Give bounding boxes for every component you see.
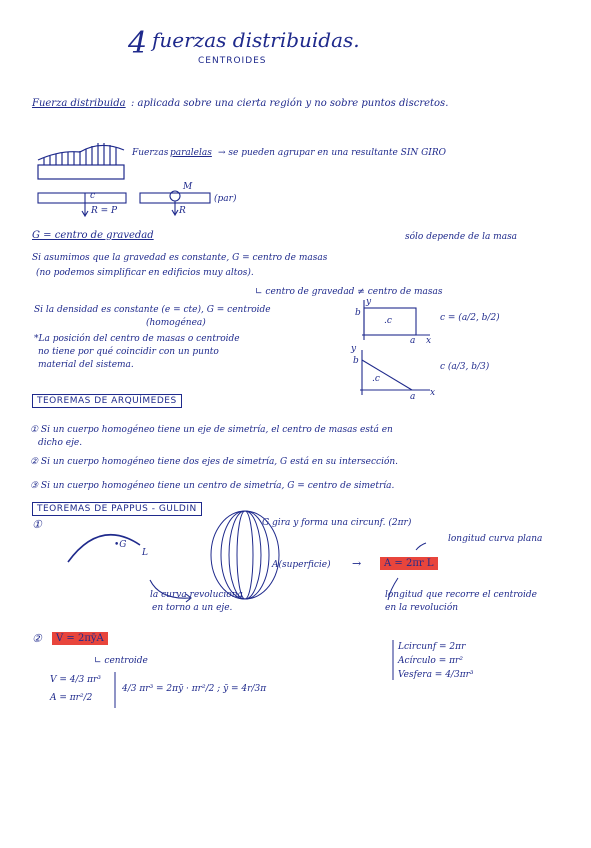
tri-x: x xyxy=(430,388,436,398)
arquimedes-title: TEOREMAS DE ARQUÍMEDES xyxy=(32,394,182,408)
pos-line3: material del sistema. xyxy=(38,360,134,370)
pappus-formula1: A = 2πr L xyxy=(380,557,438,570)
pappus-formula2: V = 2πȳA xyxy=(52,632,108,645)
diag-m-label: M xyxy=(183,182,193,192)
arq-t1a: ① Si un cuerpo homogéneo tiene un eje de simetría, el centro de masas está en xyxy=(30,425,393,435)
rect-b: b xyxy=(355,308,361,318)
pappus-long1: longitud que recorre el centroide xyxy=(385,590,537,600)
pos-line1: *La posición del centro de masas o centroide xyxy=(34,334,240,344)
rect-x: x xyxy=(426,336,432,346)
paralelas-term: paralelas xyxy=(170,148,212,158)
pappus-title: TEOREMAS DE PAPPUS - GULDIN xyxy=(32,502,202,516)
paralelas-text: → se pueden agrupar en una resultante SIN GIRO xyxy=(218,148,447,158)
centro-line1: Si asumimos que la gravedad es constante, G = centro de masas xyxy=(32,253,328,263)
pappus-arrow: → xyxy=(352,557,362,570)
g-definition: G = centro de gravedad xyxy=(32,230,154,241)
pos-line2: no tiene por qué coincidir con un punto xyxy=(38,347,219,357)
pappus-g-gira: G gira y forma una circunf. (2πr) xyxy=(262,518,412,528)
rect-a: a xyxy=(410,336,416,346)
rect-c: .c xyxy=(384,316,392,326)
triangle-centroid-sketch xyxy=(360,350,430,395)
l-circunf: Lcircunf = 2πr xyxy=(398,642,466,652)
diag-r-label: R xyxy=(179,206,186,216)
diag-r-eq: R = P xyxy=(91,206,118,216)
def-term: Fuerza distribuida xyxy=(32,98,126,109)
pappus-long2: en la revolución xyxy=(385,603,459,613)
chapter-number: 4 xyxy=(128,26,148,61)
a-circulo: Acírculo = πr² xyxy=(398,656,463,666)
def-text: : aplicada sobre una cierta región y no sobre puntos discretos. xyxy=(131,98,449,109)
arq-t3: ③ Si un cuerpo homogéneo tiene un centro de simetría, G = centro de simetría. xyxy=(30,481,395,491)
tri-a: a xyxy=(410,392,416,402)
rectangle-centroid-sketch xyxy=(362,300,430,340)
tri-formula: c (a/3, b/3) xyxy=(440,362,490,372)
page-subtitle: CENTROIDES xyxy=(198,56,267,66)
distributed-load-sketch xyxy=(38,143,124,179)
page-title: fuerzas distribuidas. xyxy=(152,28,360,52)
pappus-long-curva: longitud curva plana xyxy=(448,534,543,544)
paralelas-label: Fuerzas xyxy=(132,148,169,158)
pappus-area-sup: A(superficie) xyxy=(272,560,331,570)
pappus-curva2: en torno a un eje. xyxy=(152,603,233,613)
pappus-l: L xyxy=(142,548,148,558)
diag-c-label: c xyxy=(90,191,96,201)
arq-t1b: dicho eje. xyxy=(38,438,83,448)
pappus-curva1: la curva revoluciona xyxy=(150,590,243,600)
a-equation: A = πr²/2 xyxy=(50,693,93,703)
dens-line1: Si la densidad es constante (e = cte), G = centroide xyxy=(34,305,271,315)
pappus-centroide: ∟ centroide xyxy=(94,656,148,666)
rect-formula: c = (a/2, b/2) xyxy=(440,313,500,323)
centro-line2: (no podemos simplificar en edificios muy altos). xyxy=(36,268,254,278)
pappus-g: •G xyxy=(114,540,127,550)
masa-note: sólo depende de la masa xyxy=(405,232,518,242)
tri-c: .c xyxy=(372,374,380,384)
dens-line2: (homogénea) xyxy=(146,318,206,328)
pappus-n1: ① xyxy=(32,518,42,531)
v-esfera: Vesfera = 4/3πr³ xyxy=(398,670,474,680)
v-equation: V = 4/3 πr³ xyxy=(50,675,101,685)
calc-equation: 4/3 πr³ = 2πȳ · πr²/2 ; ȳ = 4r/3π xyxy=(122,684,267,694)
rect-y: y xyxy=(366,297,372,307)
tri-y: y xyxy=(351,344,357,354)
diag-par-label: (par) xyxy=(214,194,237,204)
tri-b: b xyxy=(353,356,359,366)
centro-line3: ∟ centro de gravedad ≠ centro de masas xyxy=(255,287,443,297)
arq-t2: ② Si un cuerpo homogéneo tiene dos ejes de simetría, G está en su intersección. xyxy=(30,457,399,467)
pappus-n2: ② xyxy=(32,632,42,645)
